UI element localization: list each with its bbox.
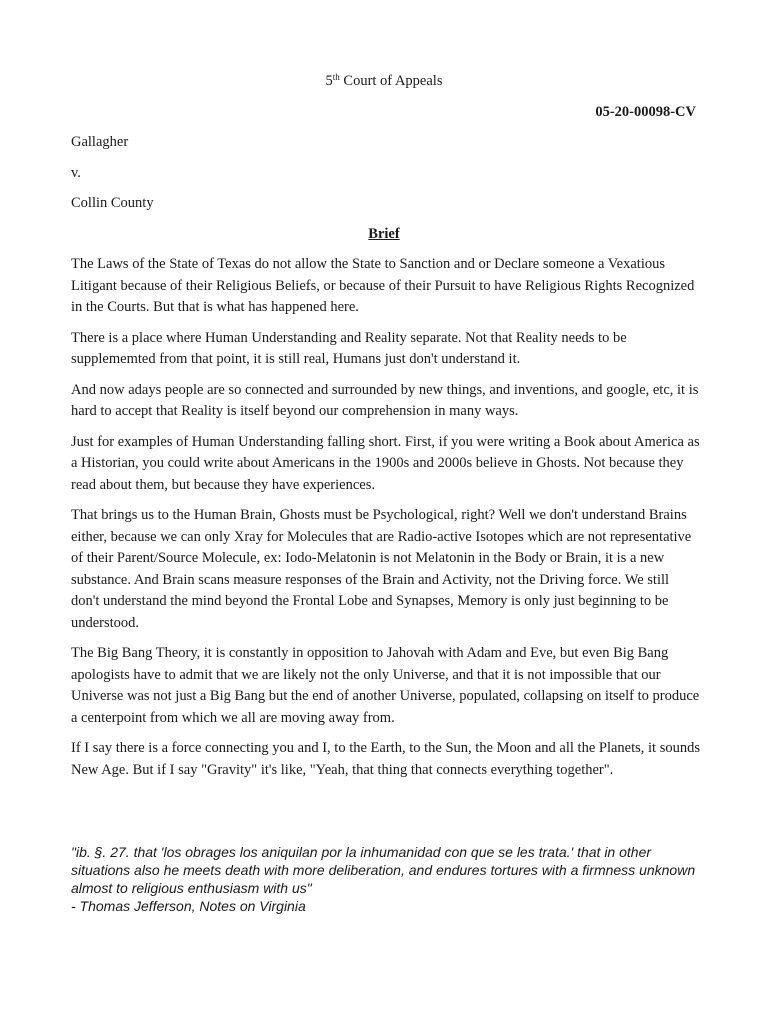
court-title	[0, 73, 768, 90]
versus-label: v.	[71, 165, 81, 181]
court-number: 5	[325, 73, 333, 89]
quote-attribution: - Thomas Jefferson, Notes on Virginia	[71, 898, 306, 914]
court-ordinal-suffix: th	[332, 72, 340, 82]
court-name: Court of Appeals	[339, 73, 443, 89]
brief-paragraph: There is a place where Human Understanding and Reality separate. Not that Reality needs to be supplememted from that point, it is still real, Humans just don't understand it.	[71, 329, 627, 367]
brief-paragraph: That brings us to the Human Brain, Ghosts must be Psychological, right? Well we don't understand Brains either, because we can only Xray for Molecules that are Radio-active Isotopes which are not representative of their Parent/Source Molecule, ex: Iodo-Melatonin is not Melatonin in the Body or Brain, it is a new substance. And Brain scans measure responses of the Brain and Activity, not the Driving force. We still don't understand the mind beyond the Frontal Lobe and Synapses, Memory is only just beginning to be understood.	[71, 507, 692, 631]
defendant-name: Collin County	[71, 195, 154, 211]
brief-paragraph: The Laws of the State of Texas do not allow the State to Sanction and or Declare someone a Vexatious Litigant because of their Religious Beliefs, or because of their Pursuit to have Religious Rights Recognized in the Courts. But that is what has happened here.	[71, 256, 695, 315]
quote-text: "ib. §. 27. that 'los obrages los aniquilan por la inhumanidad con que se les trata.' that in other situations also he meets death with more deliberation, and endures tortures with a firmness unknown almost to religious enthusiasm with us"	[71, 844, 696, 896]
brief-paragraph: The Big Bang Theory, it is constantly in opposition to Jahovah with Adam and Eve, but even Big Bang apologists have to admit that we are likely not the only Universe, and that it is not impossible that our Universe was not just a Big Bang but the end of another Universe, populated, collapsing on itself to produce a centerpoint from which we all are moving away from.	[71, 645, 700, 726]
brief-body	[71, 254, 701, 790]
brief-heading: Brief	[368, 226, 400, 242]
case-number: 05-20-00098-CV	[595, 104, 696, 120]
brief-paragraph: If I say there is a force connecting you and I, to the Earth, to the Sun, the Moon and all the Planets, it sounds New Age. But if I say "Gravity" it's like, "Yeah, that thing that connects everything together".	[71, 740, 700, 778]
brief-paragraph: Just for examples of Human Understanding falling short. First, if you were writing a Book about America as a Historian, you could write about Americans in the 1900s and 2000s believe in Ghosts. Not because they read about them, but because they have experiences.	[71, 433, 700, 493]
epigraph-quote	[71, 843, 701, 915]
brief-paragraph: And now adays people are so connected and surrounded by new things, and inventions, and google, etc, it is hard to accept that Reality is itself beyond our comprehension in many ways.	[71, 381, 699, 419]
plaintiff-name: Gallagher	[71, 134, 129, 150]
